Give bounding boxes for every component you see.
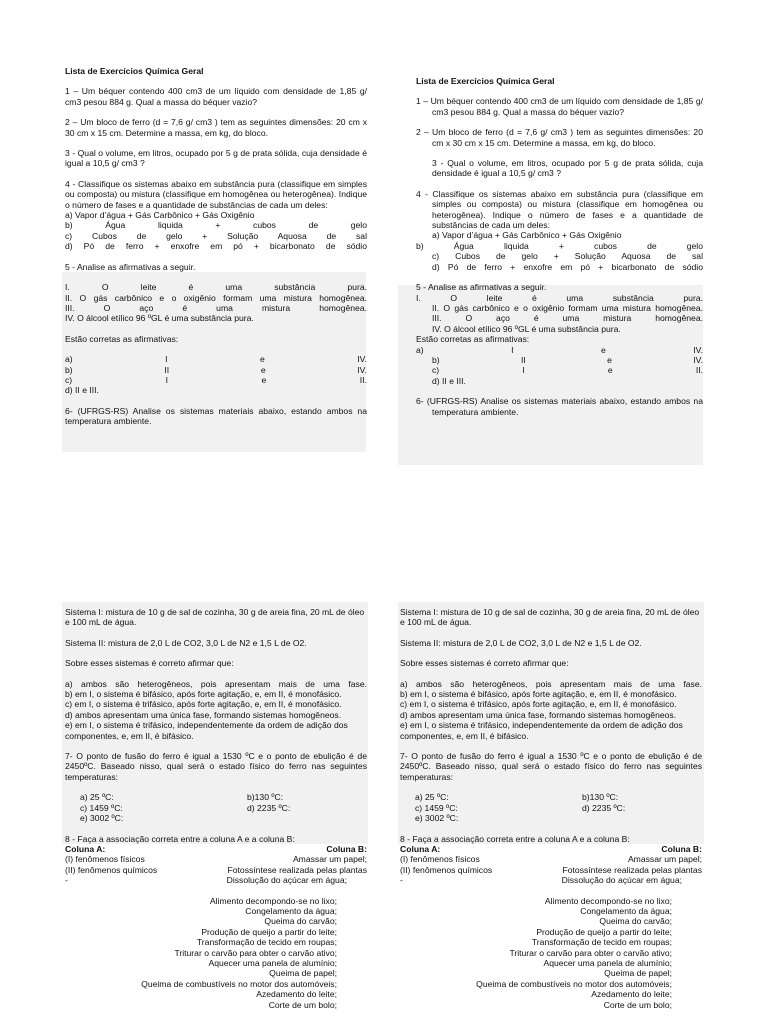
- question-5-copy: 5 - Analise as afirmativas a seguir.: [416, 282, 547, 293]
- q5-option-c: c) I e II.: [65, 374, 367, 385]
- q5-statement-3: III. O aço é uma mistura homogênea.: [65, 302, 367, 313]
- columns-header: Coluna A: Coluna B:: [65, 843, 367, 854]
- question-8: 8 - Faça a associação correta entre a coluna A e a coluna B:: [65, 833, 295, 844]
- q7-temp-b-copy: b)130 ºC:: [582, 792, 619, 803]
- list-title-copy: Lista de Exercícios Química Geral: [416, 76, 555, 86]
- item-7: Aquecer uma panela de alumínio;: [208, 957, 337, 968]
- item-1-copy: Alimento decompondo-se no lixo;: [544, 895, 672, 906]
- top-left-column: [65, 66, 367, 427]
- question-1: 1 – Um béquer contendo 400 cm3 de um líquido com densidade de 1,85 g/ cm3 pesou 884 g. Qual a massa do béquer vazio?: [65, 86, 367, 107]
- systems-option-c-copy: c) em I, o sistema é trifásico, após forte agitação, e, em II, é monofásico.: [400, 699, 677, 710]
- question-6-copy: 6- (UFRGS-RS) Analise os sistemas materiais abaixo, estando ambos na temperatura ambiente.: [416, 396, 703, 417]
- question-6: 6- (UFRGS-RS) Analise os sistemas materiais abaixo, estando ambos na temperatura ambiente.: [65, 405, 367, 427]
- q7-temp-d: d) 2235 ºC:: [247, 802, 291, 813]
- question-4-d: d) Pó de ferro + enxofre em pó + bicarbonato de sódio: [65, 241, 367, 252]
- question-2: 2 – Um bloco de ferro (d = 7,6 g/ cm3 ) tem as seguintes dimensões: 20 cm x 30 cm x 15 cm. Determine a massa, em kg, do bloco.: [65, 117, 367, 138]
- systems-option-d: d) ambos apresentam uma única fase, formando sistemas homogêneos.: [65, 709, 342, 720]
- systems-option-e-copy: e) em I, o sistema é trifásico, independentemente da ordem de adição dos componentes, e, em II, é bifásico.: [400, 720, 683, 741]
- item-10-copy: Azedamento do leite;: [591, 989, 672, 1000]
- bottom-right-column: [400, 607, 702, 1010]
- q5-statement-2: II. O gás carbônico e o oxigênio formam uma mistura homogênea.: [65, 292, 367, 303]
- item-11: Corte de um bolo;: [268, 999, 337, 1010]
- list-title: Lista de Exercícios Química Geral: [65, 66, 204, 76]
- question-7-copy: 7- O ponto de fusão do ferro é igual a 1530 ºC e o ponto de ebulição é de 2450ºC. Baseado nisso, qual será o estado físico do ferro nas seguintes temperaturas:: [400, 751, 702, 782]
- item-4: Produção de queijo a partir do leite;: [201, 926, 337, 937]
- system-1: Sistema I: mistura de 10 g de sal de cozinha, 30 g de areia fina, 20 mL de óleo e 100 mL de água.: [65, 607, 365, 628]
- q5-option-d: d) II e III.: [65, 385, 99, 396]
- systems-option-b: b) em I, o sistema é bifásico, após forte agitação, e, em II, é monofásico.: [65, 689, 342, 700]
- q7-temp-a: a) 25 ºC:: [80, 792, 114, 803]
- systems-question-copy: Sobre esses sistemas é correto afirmar que:: [400, 658, 569, 669]
- question-2-copy: 2 – Um bloco de ferro (d = 7,6 g/ cm3 ) tem as seguintes dimensões: 20 cm x 30 cm x 15 cm. Determine a massa, em kg, do bloco.: [416, 127, 703, 148]
- system-1-copy: Sistema I: mistura de 10 g de sal de cozinha, 30 g de areia fina, 20 mL de óleo e 100 mL de água.: [400, 607, 700, 628]
- question-3: 3 - Qual o volume, em litros, ocupado por 5 g de prata sólida, cuja densidade é igual a 10,5 g/ cm3 ?: [65, 148, 367, 169]
- q7-temp-a-copy: a) 25 ºC:: [415, 792, 449, 803]
- question-4-a: a) Vapor d’água + Gás Carbônico + Gás Oxigênio: [65, 210, 255, 221]
- systems-option-d-copy: d) ambos apresentam uma única fase, formando sistemas homogêneos.: [400, 709, 677, 720]
- system-2: Sistema II: mistura de 2,0 L de CO2, 3,0 L de N2 e 1,5 L de O2.: [65, 637, 307, 648]
- question-8-copy: 8 - Faça a associação correta entre a coluna A e a coluna B:: [400, 833, 630, 844]
- question-4-b: b) Água liquida + cubos de gelo: [65, 220, 367, 231]
- q5-statement-1: I. O leite é uma substância pura.: [65, 282, 367, 293]
- item-8: Queima de papel;: [269, 968, 337, 979]
- q5-statement-2-copy: II. O gás carbônico e o oxigênio formam uma mistura homogênea.: [432, 302, 703, 313]
- question-4-a-copy: a) Vapor d’água + Gás Carbônico + Gás Oxigênio: [432, 230, 622, 241]
- column-row-2-copy: (II) fenômenos químicos Fotossíntese realizada pelas plantas: [400, 864, 702, 875]
- question-5: 5 - Analise as afirmativas a seguir.: [65, 261, 196, 272]
- top-right-column: [416, 76, 703, 417]
- question-1-copy: 1 – Um béquer contendo 400 cm3 de um líquido com densidade de 1,85 g/ cm3 pesou 884 g. Qual a massa do béquer vazio?: [416, 96, 703, 117]
- item-3-copy: Queima do carvão;: [599, 916, 672, 927]
- column-b-list: [65, 896, 367, 1010]
- q5-option-b: b) II e IV.: [65, 364, 367, 375]
- question-4-c-copy: c) Cubos de gelo + Solução Aquosa de sal: [432, 251, 703, 262]
- q5-option-c-copy: c) I e II.: [432, 365, 703, 376]
- q5-option-d-copy: d) II e III.: [432, 375, 466, 386]
- item-10: Azedamento do leite;: [256, 989, 337, 1000]
- q7-temp-c: c) 1459 ºC:: [80, 802, 123, 813]
- column-row-1-copy: (I) fenômenos físicos Amassar um papel;: [400, 854, 702, 865]
- q5-statement-4-copy: IV. O álcool etílico 96 ºGL é uma substância pura.: [432, 323, 621, 334]
- item-3: Queima do carvão;: [264, 916, 337, 927]
- q7-temperatures: [65, 792, 367, 823]
- item-2: Congelamento da água;: [245, 905, 337, 916]
- item-7-copy: Aquecer uma panela de alumínio;: [543, 957, 672, 968]
- column-row-3: - Dissolução do açúcar em água;: [65, 875, 347, 886]
- question-4: 4 - Classifique os sistemas abaixo em substância pura (classifique em simples ou composta) ou mistura (classifique em homogênea ou heterogênea). Indique o número de fases e a quantidade de substâncias de cada um deles:: [65, 178, 367, 210]
- q7-temp-e-copy: e) 3002 ºC:: [415, 813, 459, 824]
- q7-temp-c-copy: c) 1459 ºC:: [415, 802, 458, 813]
- q7-temp-b: b)130 ºC:: [247, 792, 284, 803]
- question-4-b-copy: b) Água liquida + cubos de gelo: [416, 240, 703, 251]
- q5-question: Estão corretas as afirmativas:: [65, 333, 179, 344]
- column-row-1: (I) fenômenos físicos Amassar um papel;: [65, 854, 367, 865]
- systems-option-a: a) ambos são heterogêneos, pois apresentam mais de uma fase.: [65, 678, 367, 689]
- q5-option-b-copy: b) II e IV.: [432, 354, 703, 365]
- item-9-copy: Queima de combustíveis no motor dos automóveis;: [476, 978, 672, 989]
- item-6-copy: Triturar o carvão para obter o carvão ativo;: [509, 947, 672, 958]
- q7-temperatures-copy: [400, 792, 702, 823]
- question-4-c: c) Cubos de gelo + Solução Aquosa de sal: [65, 230, 367, 241]
- column-row-3-copy: - Dissolução do açúcar em água;: [400, 875, 682, 886]
- q5-option-a: a) I e IV.: [65, 354, 367, 365]
- systems-option-a-copy: a) ambos são heterogêneos, pois apresentam mais de uma fase.: [400, 678, 702, 689]
- systems-option-e: e) em I, o sistema é trifásico, independentemente da ordem de adição dos componentes, e, em II, é bifásico.: [65, 720, 348, 741]
- systems-option-c: c) em I, o sistema é trifásico, após forte agitação, e, em II, é monofásico.: [65, 699, 342, 710]
- q5-statement-1-copy: I. O leite é uma substância pura.: [416, 292, 703, 303]
- column-b-list-copy: [400, 896, 702, 1010]
- item-6: Triturar o carvão para obter o carvão ativo;: [174, 947, 337, 958]
- question-7: 7- O ponto de fusão do ferro é igual a 1530 ºC e o ponto de ebulição é de 2450ºC. Baseado nisso, qual será o estado físico do ferro nas seguintes temperaturas:: [65, 751, 367, 782]
- q5-option-a-copy: a) I e IV.: [416, 344, 703, 355]
- item-2-copy: Congelamento da água;: [580, 905, 672, 916]
- item-1: Alimento decompondo-se no lixo;: [209, 895, 337, 906]
- item-9: Queima de combustíveis no motor dos automóveis;: [141, 978, 337, 989]
- q7-temp-d-copy: d) 2235 ºC:: [582, 802, 626, 813]
- question-4-copy: 4 - Classifique os sistemas abaixo em substância pura (classifique em simples ou composta) ou mistura (classifique em homogênea ou heterogênea). Indique o número de fases e a quantidade de substâncias de cada um deles:: [416, 188, 703, 231]
- item-5: Transformação de tecido em roupas;: [196, 937, 337, 948]
- q5-question-copy: Estão corretas as afirmativas:: [416, 334, 530, 345]
- question-4-d-copy: d) Pó de ferro + enxofre em pó + bicarbonato de sódio: [432, 261, 703, 272]
- item-5-copy: Transformação de tecido em roupas;: [531, 937, 672, 948]
- column-row-2: (II) fenômenos químicos Fotossíntese realizada pelas plantas: [65, 864, 367, 875]
- question-3-copy: 3 - Qual o volume, em litros, ocupado por 5 g de prata sólida, cuja densidade é igual a 10,5 g/ cm3 ?: [432, 158, 703, 179]
- systems-question: Sobre esses sistemas é correto afirmar que:: [65, 658, 234, 669]
- item-11-copy: Corte de um bolo;: [603, 999, 672, 1010]
- q7-temp-e: e) 3002 ºC:: [80, 813, 124, 824]
- bottom-left-column: [65, 607, 367, 1010]
- q5-statement-3-copy: III. O aço é uma mistura homogênea.: [432, 313, 703, 324]
- system-2-copy: Sistema II: mistura de 2,0 L de CO2, 3,0 L de N2 e 1,5 L de O2.: [400, 637, 642, 648]
- systems-option-b-copy: b) em I, o sistema é bifásico, após forte agitação, e, em II, é monofásico.: [400, 689, 677, 700]
- q5-statement-4: IV. O álcool etílico 96 ºGL é uma substância pura.: [65, 313, 254, 324]
- columns-header-copy: Coluna A: Coluna B:: [400, 843, 702, 854]
- item-8-copy: Queima de papel;: [604, 968, 672, 979]
- item-4-copy: Produção de queijo a partir do leite;: [536, 926, 672, 937]
